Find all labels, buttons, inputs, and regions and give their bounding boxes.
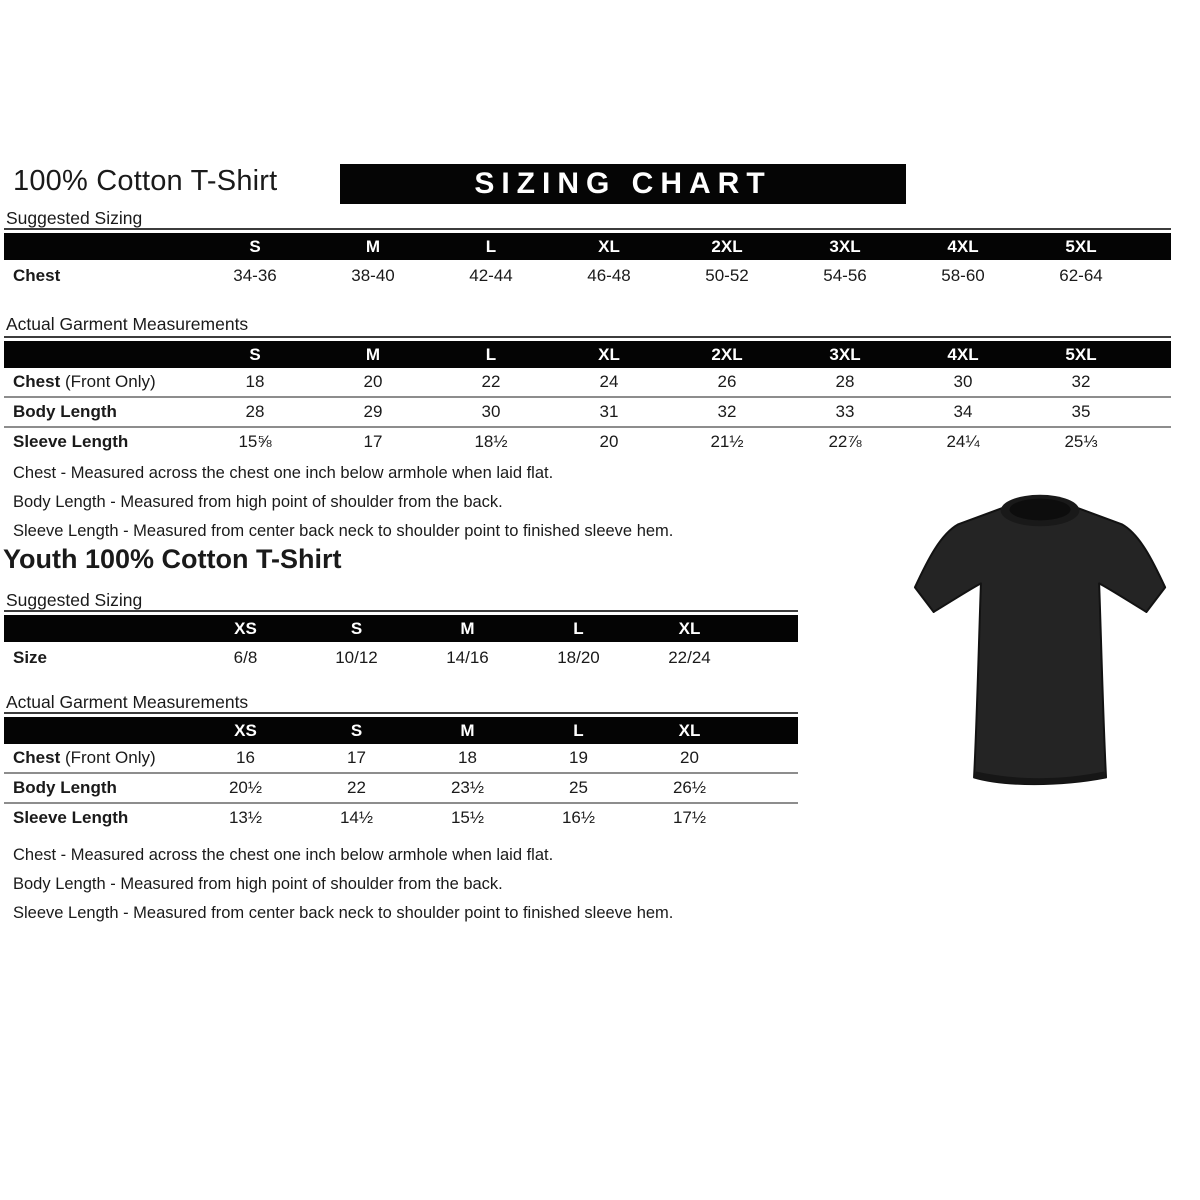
note-body-length: Body Length - Measured from high point of shoulder from the back.	[13, 875, 503, 893]
column-header-m: M	[365, 344, 381, 364]
youth-section-title: Youth 100% Cotton T-Shirt	[3, 544, 342, 574]
table-row	[4, 396, 1171, 426]
column-header-xl: XL	[598, 344, 620, 364]
row-label	[4, 266, 196, 286]
table-header-row	[4, 341, 1171, 368]
column-header-l: L	[485, 236, 497, 256]
column-header-3xl: 3XL	[829, 236, 861, 256]
header-label-spacer	[4, 233, 196, 260]
column-header-m: M	[365, 236, 381, 256]
cell-value: 10/12	[335, 647, 378, 667]
row-label-text: Body Length	[13, 778, 117, 797]
row-label	[4, 808, 190, 828]
column-header-xs: XS	[234, 720, 257, 740]
column-header-4xl: 4XL	[947, 236, 979, 256]
cell-value: 50-52	[705, 265, 749, 285]
cell-value: 30	[953, 372, 973, 391]
cell-value: 26½	[672, 778, 707, 797]
column-header-l: L	[573, 618, 584, 638]
header-label-spacer	[4, 717, 190, 744]
cell-value: 24	[599, 372, 619, 391]
note-chest: Chest - Measured across the chest one inch below armhole when laid flat.	[13, 464, 554, 482]
table-row	[4, 744, 798, 772]
cell-value: 17	[347, 748, 366, 767]
youth-suggested-sizing-table	[4, 610, 798, 673]
column-header-2xl: 2XL	[711, 236, 743, 256]
cell-value: 19	[569, 748, 588, 767]
row-label	[4, 648, 190, 668]
table-header-row	[4, 717, 798, 744]
cell-value: 17	[363, 432, 383, 451]
adult-suggested-sizing-table	[4, 228, 1171, 291]
cell-value: 62-64	[1059, 265, 1103, 285]
cell-value: 42-44	[469, 265, 513, 285]
cell-value: 32	[1071, 372, 1091, 391]
table-row	[4, 426, 1171, 456]
adult-actual-measurements-table	[4, 336, 1171, 456]
table-row	[4, 772, 798, 802]
cell-value: 20	[680, 748, 699, 767]
table-row	[4, 368, 1171, 396]
row-label-text: Chest	[13, 265, 61, 285]
cell-value: 15⅝	[238, 432, 272, 451]
cell-value: 28	[835, 372, 855, 391]
row-label-text: Chest	[13, 748, 61, 767]
cell-value: 58-60	[941, 265, 985, 285]
tshirt-body-shape	[915, 500, 1165, 784]
cell-value: 46-48	[587, 265, 631, 285]
adult-measurement-notes	[13, 459, 673, 546]
adult-suggested-sizing-label: Suggested Sizing	[6, 208, 143, 228]
row-label	[4, 372, 196, 392]
adult-section-title: 100% Cotton T-Shirt	[13, 165, 278, 197]
cell-value: 18	[245, 372, 265, 391]
cell-value: 20½	[228, 778, 263, 797]
row-label	[4, 778, 190, 798]
cell-value: 26	[717, 372, 737, 391]
cell-value: 21½	[710, 432, 744, 451]
column-header-s: S	[249, 236, 261, 256]
row-label-suffix: (Front Only)	[60, 372, 156, 391]
cell-value: 15½	[450, 808, 485, 827]
cell-value: 13½	[228, 808, 263, 827]
column-header-xl: XL	[598, 236, 620, 256]
column-header-s: S	[350, 720, 363, 740]
table-row	[4, 642, 798, 673]
cell-value: 32	[717, 402, 737, 421]
youth-measurement-notes	[13, 841, 673, 928]
note-body-length: Body Length - Measured from high point of shoulder from the back.	[13, 493, 503, 511]
row-label-text: Chest	[13, 372, 61, 391]
row-label-text: Size	[13, 647, 48, 667]
youth-actual-measurements-table	[4, 712, 798, 832]
column-header-2xl: 2XL	[711, 344, 743, 364]
cell-value: 35	[1071, 402, 1091, 421]
cell-value: 33	[835, 402, 855, 421]
table-row	[4, 260, 1171, 291]
black-tshirt-image	[885, 478, 1200, 808]
cell-value: 14/16	[446, 647, 489, 667]
column-header-xs: XS	[234, 618, 257, 638]
column-header-4xl: 4XL	[947, 344, 979, 364]
cell-value: 54-56	[823, 265, 867, 285]
cell-value: 25	[569, 778, 588, 797]
note-sleeve-length: Sleeve Length - Measured from center back neck to shoulder point to finished sleeve hem.	[13, 904, 674, 922]
note-chest: Chest - Measured across the chest one inch below armhole when laid flat.	[13, 846, 554, 864]
cell-value: 16	[236, 748, 255, 767]
cell-value: 24¼	[946, 432, 980, 451]
cell-value: 31	[599, 402, 619, 421]
header-label-spacer	[4, 615, 190, 642]
column-header-s: S	[350, 618, 363, 638]
cell-value: 30	[481, 402, 501, 421]
column-header-m: M	[460, 618, 475, 638]
adult-actual-measurements-label: Actual Garment Measurements	[6, 314, 249, 334]
column-header-3xl: 3XL	[829, 344, 861, 364]
column-header-xl: XL	[678, 720, 701, 740]
cell-value: 22	[347, 778, 366, 797]
cell-value: 18/20	[557, 647, 600, 667]
cell-value: 18	[458, 748, 477, 767]
cell-value: 22⅞	[828, 432, 862, 451]
table-row	[4, 802, 798, 832]
row-label	[4, 748, 190, 768]
cell-value: 25⅓	[1064, 432, 1098, 451]
cell-value: 6/8	[233, 647, 258, 667]
cell-value: 20	[599, 432, 619, 451]
column-header-5xl: 5XL	[1065, 344, 1097, 364]
table-header-row	[4, 233, 1171, 260]
column-header-l: L	[485, 344, 497, 364]
row-label-text: Sleeve Length	[13, 808, 129, 827]
tshirt-neck-hole	[1010, 499, 1071, 521]
cell-value: 16½	[561, 808, 596, 827]
cell-value: 17½	[672, 808, 707, 827]
youth-actual-measurements-label: Actual Garment Measurements	[6, 692, 249, 712]
row-label-suffix: (Front Only)	[60, 748, 156, 767]
row-label	[4, 402, 196, 422]
youth-suggested-sizing-label: Suggested Sizing	[6, 590, 143, 610]
cell-value: 14½	[339, 808, 374, 827]
table-header-row	[4, 615, 798, 642]
cell-value: 34-36	[233, 265, 277, 285]
row-label	[4, 432, 196, 452]
column-header-xl: XL	[678, 618, 701, 638]
cell-value: 22	[481, 372, 501, 391]
cell-value: 29	[363, 402, 383, 421]
note-sleeve-length: Sleeve Length - Measured from center back neck to shoulder point to finished sleeve hem.	[13, 522, 674, 540]
column-header-s: S	[249, 344, 261, 364]
row-label-text: Sleeve Length	[13, 432, 129, 451]
cell-value: 34	[953, 402, 973, 421]
column-header-m: M	[460, 720, 475, 740]
sizing-chart-banner: SIZING CHART	[340, 164, 906, 204]
column-header-5xl: 5XL	[1065, 236, 1097, 256]
column-header-l: L	[573, 720, 584, 740]
cell-value: 18½	[474, 432, 508, 451]
row-label-text: Body Length	[13, 402, 117, 421]
cell-value: 38-40	[351, 265, 395, 285]
cell-value: 22/24	[668, 647, 711, 667]
cell-value: 28	[245, 402, 265, 421]
cell-value: 20	[363, 372, 383, 391]
header-label-spacer	[4, 341, 196, 368]
cell-value: 23½	[450, 778, 485, 797]
